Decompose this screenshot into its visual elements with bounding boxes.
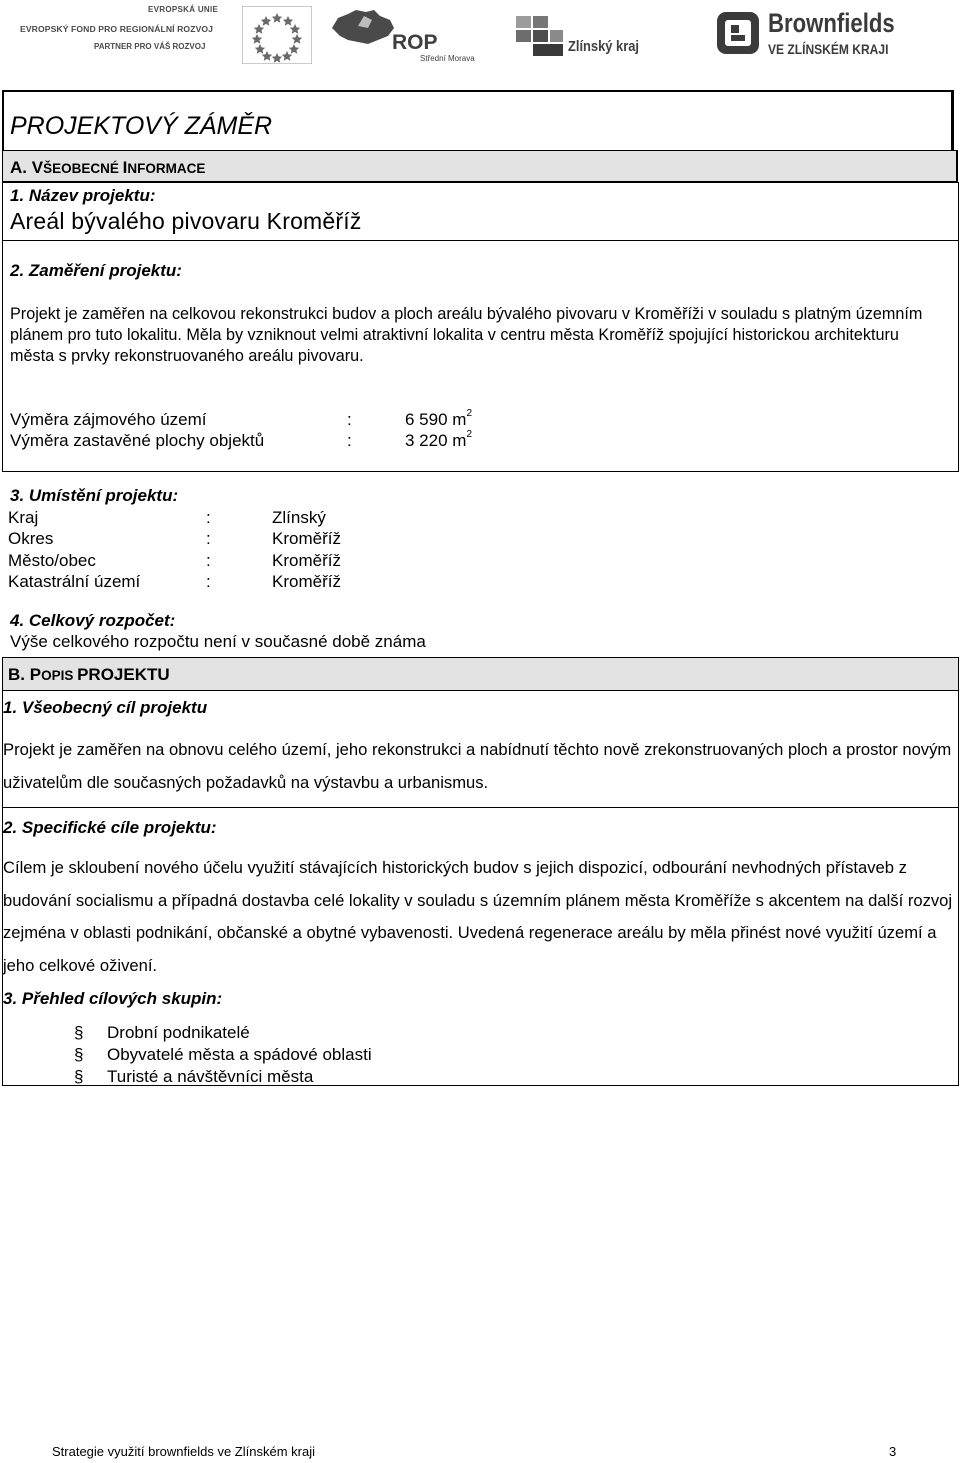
section-b-cap1: P <box>29 665 42 684</box>
page-number: 3 <box>889 1444 897 1459</box>
section-b-rest1: OPIS <box>41 668 78 683</box>
location-value-kraj: Zlínský <box>272 508 326 527</box>
area-value-1-sup: 2 <box>466 408 472 419</box>
zlinsky-kraj-label: Zlínský kraj <box>568 38 639 55</box>
area-value-2-text: 3 220 m <box>405 431 467 450</box>
item1-label: 1. Název projektu: <box>10 186 156 205</box>
target-group-2: Obyvatelé města a spádové oblasti <box>107 1045 372 1064</box>
b2-label: 2. Specifické cíle projektu: <box>3 818 217 837</box>
location-sep-okres: : <box>206 529 211 548</box>
b1-label: 1. Všeobecný cíl projektu <box>3 698 208 717</box>
target-group-3: Turisté a návštěvníci města <box>107 1067 314 1086</box>
location-sep-katastr: : <box>206 572 211 591</box>
item2-label: 2. Zaměření projektu: <box>10 261 182 280</box>
brownfields-title: Brownfields <box>768 8 895 38</box>
b3-label: 3. Přehled cílových skupin: <box>3 989 223 1008</box>
rop-subtitle: Střední Morava <box>420 54 475 63</box>
area-sep-1: : <box>347 410 352 429</box>
section-a-cap1: V <box>31 158 44 177</box>
section-a-rest1: ŠEOBECNÉ <box>43 161 123 176</box>
bullet-icon: § <box>74 1067 84 1086</box>
location-value-okres: Kroměříž <box>272 529 341 548</box>
brownfields-subtitle: VE ZLÍNSKÉM KRAJI <box>768 41 889 57</box>
section-a-heading <box>10 158 205 178</box>
section-b-letter: B. <box>8 665 25 684</box>
section-a-rest2: NFORMACE <box>127 161 206 176</box>
location-label-kraj: Kraj <box>8 508 39 527</box>
eu-fund-logo <box>20 6 232 51</box>
document-title: PROJEKTOVÝ ZÁMĚR <box>10 112 273 140</box>
bullet-icon: § <box>74 1045 84 1064</box>
section-a-letter: A. <box>10 158 27 177</box>
target-group-1: Drobní podnikatelé <box>107 1023 250 1042</box>
section-b-word2: PROJEKTU <box>77 665 170 684</box>
area-value-1 <box>405 408 472 429</box>
rop-logo <box>392 32 475 63</box>
area-value-2 <box>405 429 472 450</box>
eu-line1: EVROPSKÁ UNIE <box>148 5 219 14</box>
location-label-okres: Okres <box>8 529 54 548</box>
budget-text: Výše celkového rozpočtu není v současné době známa <box>10 632 426 651</box>
section-b-heading <box>8 665 170 685</box>
area-value-2-sup: 2 <box>466 429 472 440</box>
area-sep-2: : <box>347 431 352 450</box>
eu-stars-icon <box>242 6 312 64</box>
project-name: Areál bývalého pivovaru Kroměříž <box>10 208 362 234</box>
area-value-1-text: 6 590 m <box>405 410 467 429</box>
bullet-icon: § <box>74 1023 84 1042</box>
brownfields-logo-icon <box>716 11 760 55</box>
zlinsky-kraj-logo-icon <box>516 16 564 56</box>
location-sep-kraj: : <box>206 508 211 527</box>
czech-map-icon <box>328 6 398 48</box>
eu-line2: EVROPSKÝ FOND PRO REGIONÁLNÍ ROZVOJ <box>20 24 214 34</box>
area-label-2: Výměra zastavěné plochy objektů <box>10 431 265 450</box>
footer-title: Strategie využití brownfields ve Zlínském kraji <box>52 1444 315 1459</box>
b2-text: Cílem je skloubení nového účelu využití stávajících historických budov s jejich dispozicí, odbourání nevhodných přístaveb z budování socialismu a případná dostavba celé lokality v souladu s územním plánem města Kroměříže s akcentem na další rozvoj zejména v oblasti podnikání, občanské a obytné vybavenosti. Uvedená regenerace areálu by měla přinést nové využití území a jeho celkové oživení. <box>3 858 953 975</box>
project-focus-text: Projekt je zaměřen na celkovou rekonstrukci budov a ploch areálu bývalého pivovaru v Kroměříži v souladu s platným územním plánem pro tuto lokalitu. Měla by vzniknout velmi atraktivní lokalita v centru města Kroměříž spojující historickou architekturu města s prvky rekonstruovaného areálu pivovaru. <box>10 305 923 365</box>
rop-title: ROP <box>392 31 438 54</box>
header-logos <box>0 0 960 72</box>
location-value-obec: Kroměříž <box>272 551 341 570</box>
location-label-katastr: Katastrální území <box>8 572 141 591</box>
divider-1 <box>2 240 959 241</box>
area-label-1: Výměra zájmového území <box>10 410 207 429</box>
item3-label: 3. Umístění projektu: <box>10 486 179 505</box>
section-a-cap2: I <box>122 158 128 177</box>
eu-line3: PARTNER PRO VÁŠ ROZVOJ <box>94 41 206 51</box>
location-value-katastr: Kroměříž <box>272 572 341 591</box>
location-label-obec: Město/obec <box>8 551 96 570</box>
location-sep-obec: : <box>206 551 211 570</box>
item4-label: 4. Celkový rozpočet: <box>10 611 176 630</box>
b1-text: Projekt je zaměřen na obnovu celého území, jeho rekonstrukci a nabídnutí těchto nově zrekonstruovaných ploch a prostor novým uživatelům dle současných požadavků na výstavbu a urbanismus. <box>3 740 952 792</box>
